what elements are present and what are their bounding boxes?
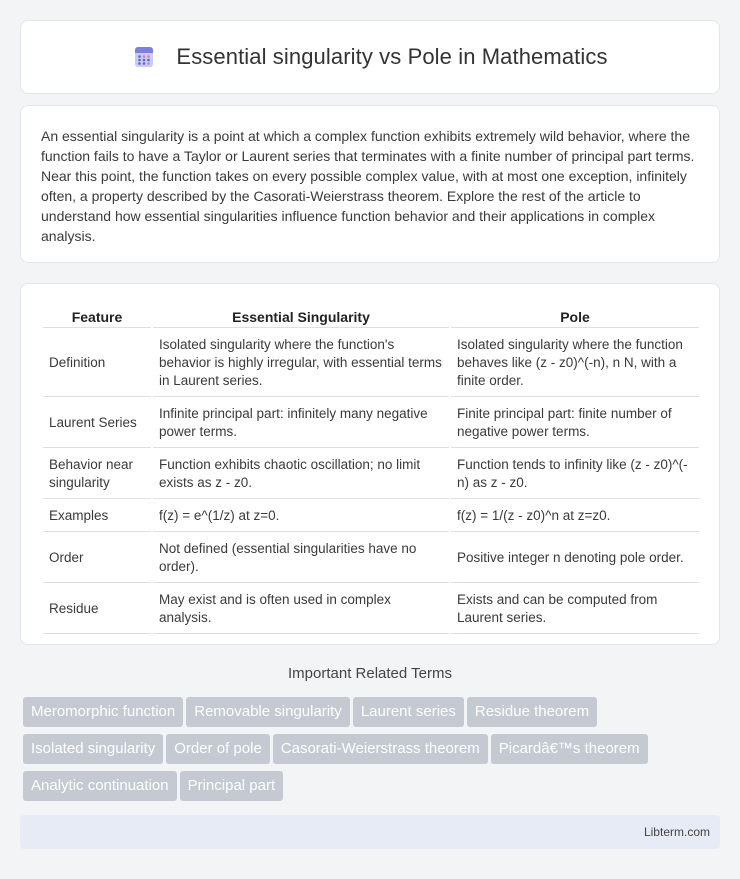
row-pole: Isolated singularity where the function behaves like (z - z0)^(-n), n N, with a finite order. — [451, 330, 699, 397]
intro-card — [20, 105, 720, 263]
row-pole: Exists and can be computed from Laurent series. — [451, 585, 699, 634]
footer — [20, 815, 720, 849]
tag-casorati-weierstrass-theorem[interactable]: Casorati-Weierstrass theorem — [273, 734, 488, 764]
tag-picards-theorem[interactable]: Picardâ€™s theorem — [491, 734, 648, 764]
table-row — [43, 330, 699, 397]
tag-meromorphic-function[interactable]: Meromorphic function — [23, 697, 183, 727]
row-pole: f(z) = 1/(z - z0)^n at z=z0. — [451, 501, 699, 532]
row-essential: f(z) = e^(1/z) at z=0. — [153, 501, 449, 532]
comparison-card — [20, 283, 720, 645]
table-row — [43, 501, 699, 532]
row-feature: Examples — [43, 501, 151, 532]
table-row — [43, 450, 699, 499]
table-row — [43, 534, 699, 583]
header-pole: Pole — [451, 306, 699, 328]
row-feature: Definition — [43, 330, 151, 397]
table-row — [43, 585, 699, 634]
row-feature: Residue — [43, 585, 151, 634]
page-title: Essential singularity vs Pole in Mathematics — [176, 44, 608, 69]
tag-residue-theorem[interactable]: Residue theorem — [467, 697, 597, 727]
title-card — [20, 20, 720, 94]
row-feature: Order — [43, 534, 151, 583]
intro-text: An essential singularity is a point at which a complex function exhibits extremely wild behavior, where the function fails to have a Taylor or Laurent series that terminates with a finite number of principal part terms. Near this point, the function takes on every possible complex value, with at most one exception, infinitely often, a property described by the Casorati-Weierstrass theorem. Explore the rest of the article to understand how essential singularities influence function behavior and their applications in complex analysis. — [41, 128, 695, 244]
comparison-table — [41, 304, 701, 636]
tag-removable-singularity[interactable]: Removable singularity — [186, 697, 350, 727]
row-essential: May exist and is often used in complex analysis. — [153, 585, 449, 634]
row-essential: Infinite principal part: infinitely many negative power terms. — [153, 399, 449, 448]
row-essential: Function exhibits chaotic oscillation; no limit exists as z - z0. — [153, 450, 449, 499]
calculator-icon — [132, 45, 156, 69]
related-terms-title: Important Related Terms — [288, 665, 452, 682]
header-essential: Essential Singularity — [153, 306, 449, 328]
tag-laurent-series[interactable]: Laurent series — [353, 697, 464, 727]
related-terms-list — [23, 697, 723, 808]
row-essential: Not defined (essential singularities have no order). — [153, 534, 449, 583]
tag-principal-part[interactable]: Principal part — [180, 771, 284, 801]
table-header-row — [43, 306, 699, 328]
header-feature: Feature — [43, 306, 151, 328]
row-essential: Isolated singularity where the function's behavior is highly irregular, with essential terms in Laurent series. — [153, 330, 449, 397]
tag-order-of-pole[interactable]: Order of pole — [166, 734, 270, 764]
row-pole: Finite principal part: finite number of negative power terms. — [451, 399, 699, 448]
row-pole: Function tends to infinity like (z - z0)^(-n) as z - z0. — [451, 450, 699, 499]
table-row — [43, 399, 699, 448]
tag-analytic-continuation[interactable]: Analytic continuation — [23, 771, 177, 801]
row-feature: Laurent Series — [43, 399, 151, 448]
tag-isolated-singularity[interactable]: Isolated singularity — [23, 734, 163, 764]
footer-site-link[interactable]: Libterm.com — [643, 825, 710, 839]
row-pole: Positive integer n denoting pole order. — [451, 534, 699, 583]
row-feature: Behavior near singularity — [43, 450, 151, 499]
